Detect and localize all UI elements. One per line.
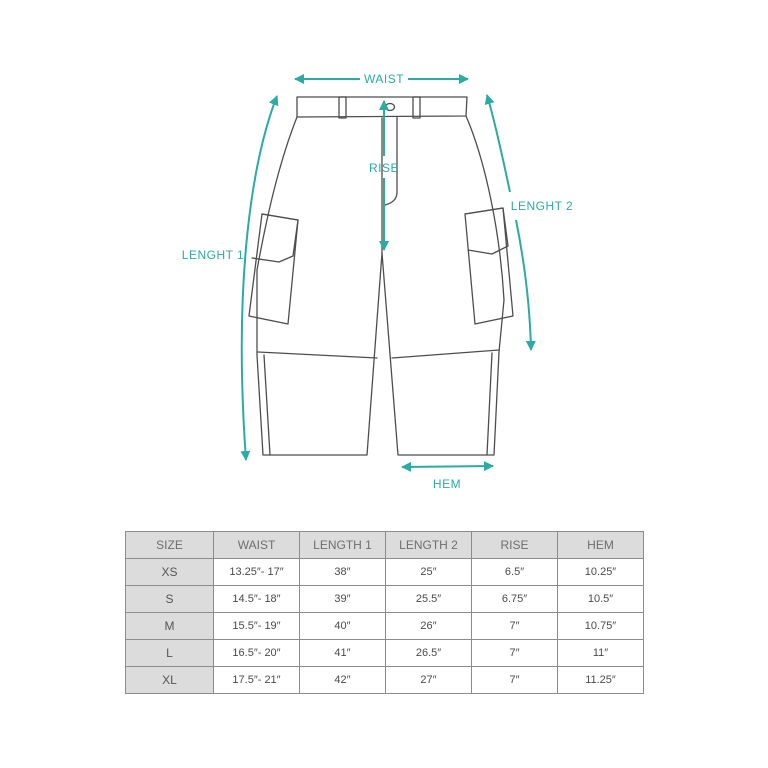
length1-cell: 40″ xyxy=(300,613,386,640)
waist-cell: 17.5″- 21″ xyxy=(214,667,300,694)
size-cell: L xyxy=(126,640,214,667)
rise-cell: 7″ xyxy=(472,667,558,694)
length2-cell: 26″ xyxy=(386,613,472,640)
rise-cell: 7″ xyxy=(472,640,558,667)
pants-illustration xyxy=(249,97,513,455)
size-cell: M xyxy=(126,613,214,640)
belt-loop-right xyxy=(413,97,420,118)
size-cell: S xyxy=(126,586,214,613)
length1-cell: 42″ xyxy=(300,667,386,694)
knee-seam-right xyxy=(392,350,499,358)
rise-cell: 6.75″ xyxy=(472,586,558,613)
length2-cell: 26.5″ xyxy=(386,640,472,667)
header-rise: RISE xyxy=(472,532,558,559)
waist-cell: 15.5″- 19″ xyxy=(214,613,300,640)
length1-label: LENGHT 1 xyxy=(181,248,245,262)
header-length-2: LENGTH 2 xyxy=(386,532,472,559)
length2-cell: 25″ xyxy=(386,559,472,586)
waistband xyxy=(297,97,467,117)
table-row xyxy=(126,613,644,640)
side-seam-right xyxy=(487,353,492,455)
length2-arrow-top xyxy=(487,95,510,192)
hem-cell: 10.75″ xyxy=(558,613,644,640)
table-header-row xyxy=(126,532,644,559)
hem-cell: 10.25″ xyxy=(558,559,644,586)
hem-arrow xyxy=(402,466,493,467)
length1-cell: 38″ xyxy=(300,559,386,586)
knee-seam-left xyxy=(258,352,377,358)
header-size: SIZE xyxy=(126,532,214,559)
header-length-1: LENGTH 1 xyxy=(300,532,386,559)
size-chart-table xyxy=(125,531,644,694)
length2-label: LENGHT 2 xyxy=(510,199,574,213)
waist-cell: 14.5″- 18″ xyxy=(214,586,300,613)
length2-cell: 27″ xyxy=(386,667,472,694)
table-row xyxy=(126,640,644,667)
length1-cell: 41″ xyxy=(300,640,386,667)
size-cell: XL xyxy=(126,667,214,694)
hem-label: HEM xyxy=(432,477,462,491)
waist-label: WAIST xyxy=(363,72,405,86)
table-row xyxy=(126,559,644,586)
header-waist: WAIST xyxy=(214,532,300,559)
waist-cell: 13.25″- 17″ xyxy=(214,559,300,586)
table-row xyxy=(126,586,644,613)
rise-label: RISE xyxy=(368,161,400,175)
header-hem: HEM xyxy=(558,532,644,559)
table-row xyxy=(126,667,644,694)
length2-arrow-bottom xyxy=(516,220,531,350)
side-seam-left xyxy=(264,355,270,455)
hem-cell: 11.25″ xyxy=(558,667,644,694)
waist-cell: 16.5″- 20″ xyxy=(214,640,300,667)
measurement-arrows xyxy=(242,79,531,467)
belt-loop-left xyxy=(339,97,346,118)
hem-cell: 10.5″ xyxy=(558,586,644,613)
cargo-flap-right xyxy=(465,208,508,254)
length2-cell: 25.5″ xyxy=(386,586,472,613)
size-cell: XS xyxy=(126,559,214,586)
waist-button xyxy=(386,104,395,111)
rise-cell: 6.5″ xyxy=(472,559,558,586)
rise-cell: 7″ xyxy=(472,613,558,640)
hem-cell: 11″ xyxy=(558,640,644,667)
length1-cell: 39″ xyxy=(300,586,386,613)
